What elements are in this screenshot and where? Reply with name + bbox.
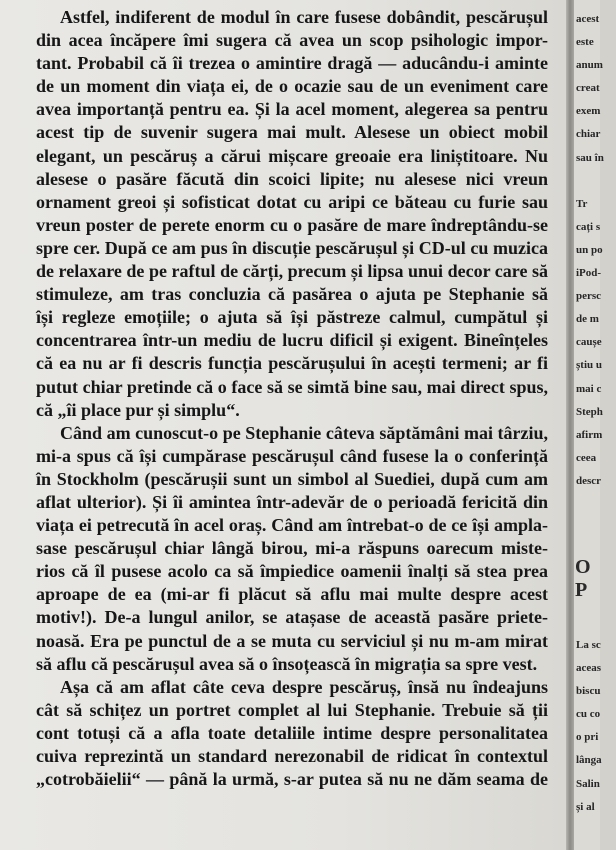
facing-line: descr <box>576 474 602 487</box>
facing-line: exem <box>576 105 601 118</box>
facing-page-heading: O P <box>575 556 591 601</box>
text-line: concentrarea într-un mediu de lucru dificil și exigent. Bineînțeles <box>36 330 548 351</box>
facing-line: lânga <box>576 754 602 767</box>
facing-line: aceas <box>576 662 602 675</box>
facing-line: sau în <box>576 151 604 164</box>
text-line: aflat ulterior). Și îi amintea într-adevăr de o perioadă fericită din <box>36 491 548 512</box>
facing-line: biscu <box>576 685 601 698</box>
facing-line: Salin <box>576 777 600 790</box>
body-text <box>36 6 548 791</box>
text-line: stimuleze, am tras concluzia că pasărea o ajuta pe Stephanie să <box>36 284 548 305</box>
text-line: spre cer. După ce am pus în discuție pescărușul și CD-ul cu muzica <box>36 237 548 258</box>
text-line: „cotrobăielii“ — până la urmă, s-ar putea să nu ne dăm seama de <box>36 769 548 790</box>
text-line: viața ei petrecută în acel oraș. Când am întrebat-o de ce își ampla- <box>36 515 548 536</box>
facing-line: mai c <box>576 382 602 395</box>
text-line: alesese o pasăre făcută din scoici lipite; nu alesese nici vreun <box>36 168 548 189</box>
text-line: cuiva reprezintă un standard nerezonabil de ridicat în contextul <box>36 746 548 766</box>
facing-page <box>574 0 604 850</box>
text-line: își regleze emoțiile; o ajuta să își păstreze calmul, cumpătul și <box>36 307 548 328</box>
text-line: cât să schițez un portret complet al lui Stephanie. Trebuie să ții <box>36 699 548 720</box>
text-line: că „îi place pur și simplu“. <box>36 399 240 420</box>
facing-line: știu u <box>576 359 602 372</box>
text-line: de un moment din viața ei, de o ocazie sau de un eveniment care <box>36 76 548 97</box>
facing-line: acest <box>576 13 600 25</box>
text-line: ornament greoi și sofisticat dotat cu aripi ce băteau cu furie sau <box>36 191 548 212</box>
facing-line: este <box>576 36 594 49</box>
facing-line: La sc <box>576 639 601 651</box>
facing-line: o pri <box>576 731 599 744</box>
text-line: Astfel, indiferent de modul în care fusese dobândit, pescărușul <box>60 7 548 27</box>
facing-page-lower-text <box>576 634 616 819</box>
facing-line <box>576 170 616 193</box>
facing-line: ceea <box>576 451 597 464</box>
text-line: în Stockholm (pescărușii sunt un simbol al Suediei, după cum am <box>36 468 548 489</box>
facing-line: persc <box>576 290 602 303</box>
facing-line: și al <box>576 800 595 813</box>
text-line: elegant, un pescăruș a cărui mișcare greoaie era liniștitoare. Nu <box>36 145 548 166</box>
text-line: aproape de ea (mi-ar fi plăcut să aflu mai multe despre acest <box>36 584 548 605</box>
book-gutter <box>566 0 574 850</box>
facing-line: un po <box>576 243 603 256</box>
text-line: sase pescărușul chiar lângă birou, mi-a răspuns oarecum miste- <box>36 538 548 559</box>
facing-line: anum <box>576 59 603 72</box>
text-line: avea importanță pentru ea. Și la acel moment, alegerea sa pentru <box>36 99 548 120</box>
facing-line: cați s <box>576 220 601 233</box>
facing-line: caușe <box>576 336 602 349</box>
facing-line: de m <box>576 313 599 326</box>
facing-line: cu co <box>576 708 601 721</box>
text-line: vreun poster de perete enorm cu o pasăre de mare îndreptându-se <box>36 214 548 235</box>
facing-line: iPod- <box>576 267 602 280</box>
text-line: noasă. Era pe punctul de a se muta cu serviciul și nu m-am mirat <box>36 630 548 651</box>
facing-page-text <box>576 8 616 493</box>
facing-line: afirm <box>576 428 603 441</box>
facing-line: Steph <box>576 405 603 418</box>
text-line: Când am cunoscut-o pe Stephanie câteva săptămâni mai târziu, <box>60 422 548 443</box>
text-line: Așa că am aflat câte ceva despre pescăruș, însă nu îndeajuns <box>60 676 548 697</box>
text-line: cont totuși că a afla toate detaliile intime despre personalitatea <box>36 722 548 743</box>
text-line: mi-a spus că își cumpărase pescărușul când fusese la o conferință <box>36 445 548 466</box>
text-line: că ea nu ar fi descris funcția pescărușului în acești termeni; ar fi <box>36 353 548 374</box>
text-line: putut chiar pretinde că o face să se simtă bine sau, mai direct spus, <box>36 376 548 397</box>
facing-line: Tr <box>576 197 588 210</box>
facing-line: creat <box>576 82 600 95</box>
text-line: tant. Probabil că îi trezea o amintire dragă — aducându-i aminte <box>36 53 548 74</box>
text-line: de relaxare de pe raftul de cărți, precum și lipsa unui decor care să <box>36 261 548 282</box>
text-line: să aflu că pescărușul avea să o însoțească în migrația sa spre vest. <box>36 653 538 674</box>
text-line: din acea încăpere îmi sugera că avea un scop psihologic impor- <box>36 30 548 51</box>
facing-line: chiar <box>576 128 601 141</box>
text-line: rios că îl pusese acolo ca să împiedice oamenii înalți să stea prea <box>36 561 548 582</box>
text-line: acest tip de suvenir sugera mai mult. Alesese un obiect mobil <box>36 122 548 143</box>
text-line: motiv!). De-a lungul anilor, se atașase de această pasăre priete- <box>36 607 548 628</box>
